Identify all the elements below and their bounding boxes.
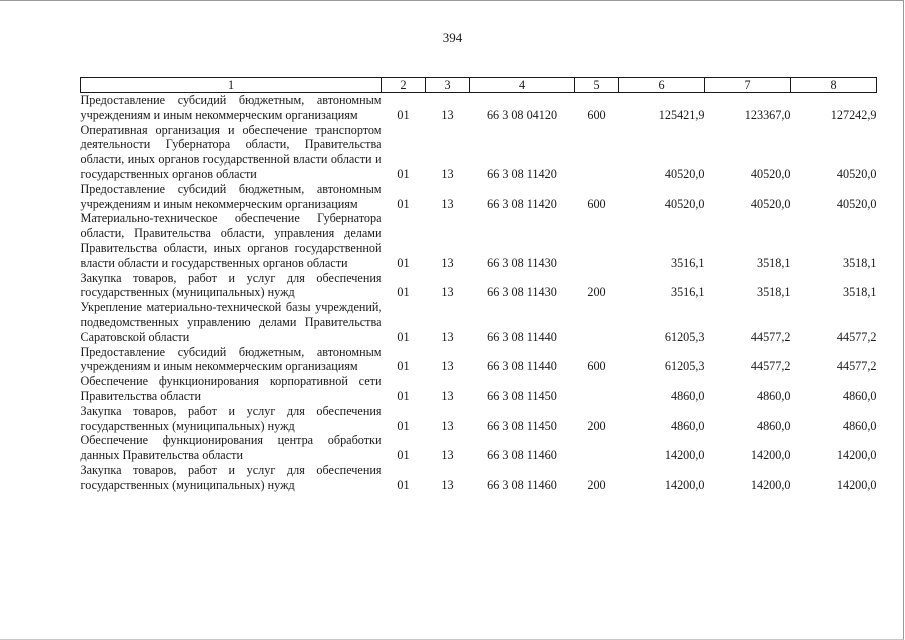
table-row	[81, 123, 877, 182]
amount-col8: 44577,2	[836, 329, 877, 344]
expense-type-code	[575, 433, 619, 463]
amount-col8: 3518,1	[842, 285, 877, 300]
section-code: 01	[397, 107, 410, 122]
section-code: 01	[397, 285, 410, 300]
section-code: 01	[397, 255, 410, 270]
amount-col7: 123367,0	[744, 107, 791, 122]
col-header-8: 8	[791, 78, 877, 93]
expense-type-code: 600	[587, 359, 606, 374]
expense-type-code: 600	[587, 107, 606, 122]
amount-col7: 3518,1	[756, 285, 791, 300]
amount-col8: 14200,0	[836, 477, 877, 492]
section-code: 01	[397, 196, 410, 211]
amount-col8: 127242,9	[830, 107, 877, 122]
target-article-code: 66 3 08 11430	[487, 255, 557, 270]
row-description: Предоставление субсидий бюджетным, автономным учреждениям и иным некоммерческим организациям	[80, 181, 382, 211]
section-code: 01	[397, 359, 410, 374]
amount-col8: 40520,0	[836, 196, 877, 211]
expense-type-code: 200	[587, 418, 606, 433]
amount-col6: 3516,1	[670, 255, 705, 270]
section-code: 01	[397, 388, 410, 403]
amount-col6: 4860,0	[670, 418, 705, 433]
subsection-code: 13	[441, 418, 454, 433]
table-row	[81, 433, 877, 463]
section-code: 01	[397, 448, 410, 463]
subsection-code: 13	[441, 196, 454, 211]
amount-col6: 14200,0	[664, 448, 705, 463]
target-article-code: 66 3 08 11430	[487, 285, 557, 300]
row-description: Укрепление материально-технической базы учреждений, подведомственных управлению делами Правительства Саратовской области	[80, 300, 382, 344]
subsection-code: 13	[441, 285, 454, 300]
section-code: 01	[397, 329, 410, 344]
budget-table	[80, 77, 877, 493]
row-description: Закупка товаров, работ и услуг для обеспечения государственных (муниципальных) нужд	[80, 403, 382, 433]
col-header-6: 6	[619, 78, 705, 93]
row-description: Материально-техническое обеспечение Губернатора области, Правительства области, управления делами Правительства области, иных органов государственной власти области и государственных органов области	[80, 211, 382, 270]
row-description: Закупка товаров, работ и услуг для обеспечения государственных (муниципальных) нужд	[80, 270, 382, 300]
row-description: Предоставление субсидий бюджетным, автономным учреждениям и иным некоммерческим организациям	[80, 93, 382, 122]
amount-col8: 4860,0	[842, 388, 877, 403]
page-number: 394	[442, 30, 463, 45]
target-article-code: 66 3 08 11420	[487, 196, 557, 211]
amount-col8: 3518,1	[842, 255, 877, 270]
expense-type-code: 200	[587, 285, 606, 300]
table-row	[81, 93, 877, 123]
table-row	[81, 182, 877, 212]
row-description: Оперативная организация и обеспечение транспортом деятельности Губернатора области, Правительства области, иных органов государственной власти области и государственных органов области	[80, 122, 382, 181]
col-header-5: 5	[575, 78, 619, 93]
amount-col6: 4860,0	[670, 388, 705, 403]
expense-type-code: 600	[587, 196, 606, 211]
col-header-3: 3	[426, 78, 470, 93]
expense-type-code	[575, 374, 619, 404]
target-article-code: 66 3 08 11450	[487, 418, 557, 433]
section-code: 01	[397, 477, 410, 492]
amount-col7: 4860,0	[756, 388, 791, 403]
subsection-code: 13	[441, 166, 454, 181]
subsection-code: 13	[441, 359, 454, 374]
amount-col6: 3516,1	[670, 285, 705, 300]
subsection-code: 13	[441, 477, 454, 492]
expense-type-code	[575, 300, 619, 344]
amount-col7: 4860,0	[756, 418, 791, 433]
subsection-code: 13	[441, 255, 454, 270]
col-header-2: 2	[382, 78, 426, 93]
target-article-code: 66 3 08 11450	[487, 388, 557, 403]
amount-col7: 14200,0	[750, 477, 791, 492]
target-article-code: 66 3 08 11440	[487, 329, 557, 344]
target-article-code: 66 3 08 11460	[487, 448, 557, 463]
section-code: 01	[397, 166, 410, 181]
expense-type-code	[575, 211, 619, 270]
expense-type-code	[575, 123, 619, 182]
table-row	[81, 374, 877, 404]
amount-col8: 14200,0	[836, 448, 877, 463]
subsection-code: 13	[441, 107, 454, 122]
amount-col8: 44577,2	[836, 359, 877, 374]
target-article-code: 66 3 08 11420	[487, 166, 557, 181]
amount-col7: 44577,2	[750, 329, 791, 344]
expense-type-code: 200	[587, 477, 606, 492]
amount-col6: 61205,3	[664, 359, 705, 374]
col-header-1: 1	[81, 78, 382, 93]
amount-col7: 44577,2	[750, 359, 791, 374]
target-article-code: 66 3 08 11440	[487, 359, 557, 374]
header-row	[81, 78, 877, 93]
subsection-code: 13	[441, 388, 454, 403]
amount-col7: 3518,1	[756, 255, 791, 270]
amount-col6: 61205,3	[664, 329, 705, 344]
amount-col7: 14200,0	[750, 448, 791, 463]
row-description: Обеспечение функционирования центра обработки данных Правительства области	[80, 433, 382, 463]
target-article-code: 66 3 08 11460	[487, 477, 557, 492]
row-description: Предоставление субсидий бюджетным, автономным учреждениям и иным некоммерческим организациям	[80, 344, 382, 374]
col-header-4: 4	[470, 78, 575, 93]
table-row	[81, 345, 877, 375]
section-code: 01	[397, 418, 410, 433]
amount-col6: 40520,0	[664, 196, 705, 211]
amount-col7: 40520,0	[750, 196, 791, 211]
table-row	[81, 463, 877, 493]
table-row	[81, 271, 877, 301]
row-description: Закупка товаров, работ и услуг для обеспечения государственных (муниципальных) нужд	[80, 462, 382, 492]
table-row	[81, 404, 877, 434]
row-description: Обеспечение функционирования корпоративной сети Правительства области	[80, 374, 382, 403]
table-row	[81, 300, 877, 344]
amount-col7: 40520,0	[750, 166, 791, 181]
col-header-7: 7	[705, 78, 791, 93]
amount-col6: 125421,9	[658, 107, 705, 122]
table-row	[81, 211, 877, 270]
target-article-code: 66 3 08 04120	[486, 107, 558, 122]
amount-col8: 40520,0	[836, 166, 877, 181]
amount-col6: 14200,0	[664, 477, 705, 492]
subsection-code: 13	[441, 329, 454, 344]
subsection-code: 13	[441, 448, 454, 463]
amount-col8: 4860,0	[842, 418, 877, 433]
amount-col6: 40520,0	[664, 166, 705, 181]
